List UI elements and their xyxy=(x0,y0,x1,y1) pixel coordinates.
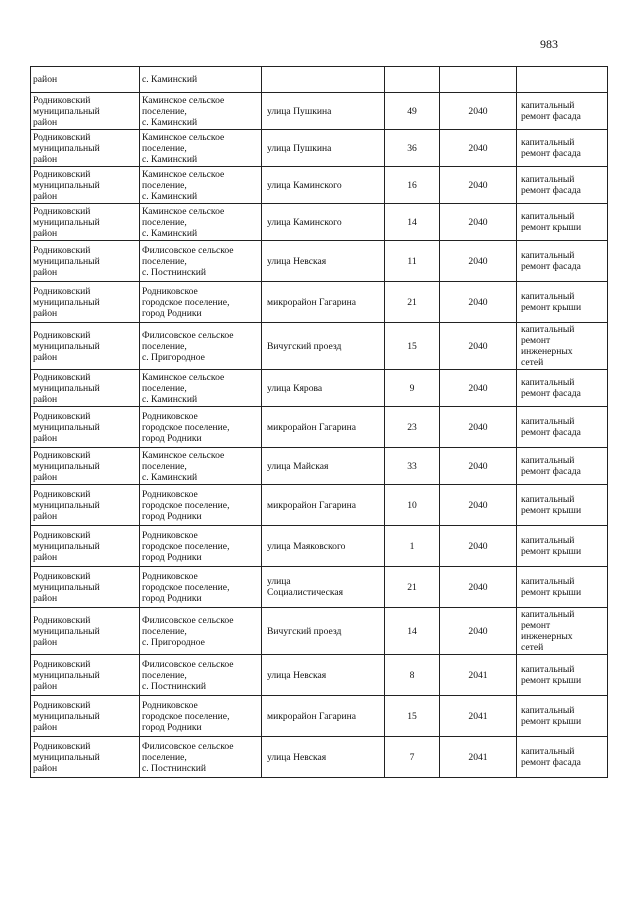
work-type-text: капитальный ремонт крыши xyxy=(521,705,582,727)
street-cell xyxy=(262,323,385,370)
district-cell xyxy=(31,167,140,204)
settlement-cell xyxy=(140,130,262,167)
district-cell xyxy=(31,67,140,93)
table-row xyxy=(31,608,608,655)
street-cell xyxy=(262,282,385,323)
street-text: улица Каминского xyxy=(267,179,342,191)
street-cell xyxy=(262,167,385,204)
district-cell xyxy=(31,282,140,323)
work-type-text: капитальный ремонт крыши xyxy=(521,494,582,516)
district-cell xyxy=(31,567,140,608)
settlement-cell xyxy=(140,282,262,323)
year-text: 2040 xyxy=(468,499,488,511)
settlement-text: Каминское сельское поселение, с. Каминский xyxy=(142,131,225,165)
work-type-cell xyxy=(517,655,608,696)
house-number-cell xyxy=(385,204,440,241)
house-number-text: 21 xyxy=(407,296,417,308)
work-type-text: капитальный ремонт инженерных сетей xyxy=(521,609,575,653)
settlement-text: Филисовское сельское поселение, с. Пригородное xyxy=(142,614,234,648)
house-number-cell xyxy=(385,485,440,526)
settlement-cell xyxy=(140,448,262,485)
house-number-cell xyxy=(385,67,440,93)
settlement-text: Филисовское сельское поселение, с. Постнинский xyxy=(142,658,234,692)
street-text: улица Социалистическая xyxy=(267,576,344,598)
year-text: 2040 xyxy=(468,540,488,552)
year-text: 2040 xyxy=(468,421,488,433)
settlement-cell xyxy=(140,241,262,282)
district-cell xyxy=(31,485,140,526)
year-cell xyxy=(440,323,517,370)
district-text: Родниковский муниципальный район xyxy=(33,570,100,604)
table-row xyxy=(31,130,608,167)
year-cell xyxy=(440,204,517,241)
house-number-cell xyxy=(385,696,440,737)
table-row xyxy=(31,370,608,407)
settlement-text: Филисовское сельское поселение, с. Постнинский xyxy=(142,244,234,278)
year-text: 2041 xyxy=(468,710,488,722)
street-cell xyxy=(262,407,385,448)
year-text: 2040 xyxy=(468,105,488,117)
year-text: 2040 xyxy=(468,460,488,472)
street-text: улица Пушкина xyxy=(267,105,332,117)
settlement-cell xyxy=(140,67,262,93)
work-type-text: капитальный ремонт фасада xyxy=(521,377,581,399)
district-cell xyxy=(31,204,140,241)
district-cell xyxy=(31,370,140,407)
table-row xyxy=(31,241,608,282)
year-cell xyxy=(440,130,517,167)
settlement-cell xyxy=(140,567,262,608)
house-number-cell xyxy=(385,282,440,323)
settlement-text: Каминское сельское поселение, с. Каминский xyxy=(142,205,225,239)
settlement-cell xyxy=(140,737,262,778)
house-number-text: 23 xyxy=(407,421,417,433)
settlement-cell xyxy=(140,370,262,407)
house-number-text: 36 xyxy=(407,142,417,154)
street-text: микрорайон Гагарина xyxy=(267,710,357,722)
year-cell xyxy=(440,167,517,204)
house-number-cell xyxy=(385,526,440,567)
district-cell xyxy=(31,130,140,167)
year-text: 2041 xyxy=(468,669,488,681)
work-type-text: капитальный ремонт крыши xyxy=(521,535,582,557)
district-text: Родниковский муниципальный район xyxy=(33,285,100,319)
work-type-text: капитальный ремонт фасада xyxy=(521,174,581,196)
house-number-text: 10 xyxy=(407,499,417,511)
district-cell xyxy=(31,655,140,696)
work-type-cell xyxy=(517,696,608,737)
street-text: улица Невская xyxy=(267,751,327,763)
house-number-cell xyxy=(385,130,440,167)
settlement-cell xyxy=(140,323,262,370)
year-text: 2040 xyxy=(468,179,488,191)
year-cell xyxy=(440,608,517,655)
settlement-cell xyxy=(140,655,262,696)
district-text: Родниковский муниципальный район xyxy=(33,449,100,483)
work-type-text: капитальный ремонт фасада xyxy=(521,416,581,438)
settlement-cell xyxy=(140,407,262,448)
house-number-text: 11 xyxy=(407,255,417,267)
house-number-cell xyxy=(385,608,440,655)
table-row-continuation xyxy=(31,67,608,93)
district-text: Родниковский муниципальный район xyxy=(33,205,100,239)
work-type-cell xyxy=(517,67,608,93)
year-text: 2040 xyxy=(468,255,488,267)
street-text: улица Каминского xyxy=(267,216,342,228)
settlement-text: Каминское сельское поселение, с. Каминский xyxy=(142,449,225,483)
district-cell xyxy=(31,323,140,370)
work-type-text: капитальный ремонт фасада xyxy=(521,100,581,122)
year-text: 2041 xyxy=(468,751,488,763)
year-cell xyxy=(440,407,517,448)
street-text: микрорайон Гагарина xyxy=(267,421,357,433)
work-type-cell xyxy=(517,370,608,407)
house-number-cell xyxy=(385,323,440,370)
settlement-cell xyxy=(140,485,262,526)
district-text: Родниковский муниципальный район xyxy=(33,244,100,278)
table-row xyxy=(31,282,608,323)
house-number-text: 7 xyxy=(409,751,415,763)
house-number-cell xyxy=(385,407,440,448)
work-type-text: капитальный ремонт инженерных сетей xyxy=(521,324,575,368)
settlement-text: Филисовское сельское поселение, с. Постнинский xyxy=(142,740,234,774)
work-type-cell xyxy=(517,608,608,655)
year-cell xyxy=(440,737,517,778)
district-text: Родниковский муниципальный район xyxy=(33,614,100,648)
settlement-text: Каминское сельское поселение, с. Каминский xyxy=(142,94,225,128)
table-row xyxy=(31,167,608,204)
settlement-cell xyxy=(140,526,262,567)
street-cell xyxy=(262,130,385,167)
settlement-cell xyxy=(140,696,262,737)
district-cell xyxy=(31,696,140,737)
work-type-text: капитальный ремонт крыши xyxy=(521,291,582,313)
year-cell xyxy=(440,485,517,526)
street-cell xyxy=(262,485,385,526)
settlement-text: Родниковское городское поселение, город Родники xyxy=(142,410,230,444)
page-number: 983 xyxy=(540,37,558,51)
settlement-text: Филисовское сельское поселение, с. Пригородное xyxy=(142,329,234,363)
district-text: Родниковский муниципальный район xyxy=(33,410,100,444)
table-row xyxy=(31,696,608,737)
year-text: 2040 xyxy=(468,340,488,352)
year-text: 2040 xyxy=(468,216,488,228)
street-cell xyxy=(262,696,385,737)
work-type-text: капитальный ремонт фасада xyxy=(521,746,581,768)
year-text: 2040 xyxy=(468,581,488,593)
street-text: Вичугский проезд xyxy=(267,625,342,637)
work-type-cell xyxy=(517,567,608,608)
district-cell xyxy=(31,737,140,778)
district-text: Родниковский муниципальный район xyxy=(33,168,100,202)
district-cell xyxy=(31,407,140,448)
year-cell xyxy=(440,448,517,485)
work-type-cell xyxy=(517,130,608,167)
table-row xyxy=(31,448,608,485)
district-text: Родниковский муниципальный район xyxy=(33,371,100,405)
street-text: Вичугский проезд xyxy=(267,340,342,352)
year-cell xyxy=(440,241,517,282)
year-cell xyxy=(440,696,517,737)
district-cell xyxy=(31,526,140,567)
house-number-cell xyxy=(385,241,440,282)
house-number-text: 21 xyxy=(407,581,417,593)
work-type-text: капитальный ремонт фасада xyxy=(521,250,581,272)
work-type-text: капитальный ремонт крыши xyxy=(521,211,582,233)
street-cell xyxy=(262,241,385,282)
table-row xyxy=(31,655,608,696)
table-body xyxy=(31,67,608,778)
work-type-text: капитальный ремонт фасада xyxy=(521,455,581,477)
settlement-text: с. Каминский xyxy=(142,74,198,85)
house-number-cell xyxy=(385,567,440,608)
street-cell xyxy=(262,370,385,407)
work-type-cell xyxy=(517,204,608,241)
table-row xyxy=(31,204,608,241)
year-cell xyxy=(440,567,517,608)
table-row xyxy=(31,323,608,370)
district-text: Родниковский муниципальный район xyxy=(33,131,100,165)
house-number-text: 16 xyxy=(407,179,417,191)
year-text: 2040 xyxy=(468,296,488,308)
work-type-text: капитальный ремонт крыши xyxy=(521,664,582,686)
settlement-text: Родниковское городское поселение, город Родники xyxy=(142,529,230,563)
street-text: улица Маяковского xyxy=(267,540,346,552)
street-cell xyxy=(262,93,385,130)
house-number-text: 1 xyxy=(409,540,415,552)
house-number-cell xyxy=(385,167,440,204)
housing-repair-table xyxy=(30,66,608,778)
district-text: Родниковский муниципальный район xyxy=(33,488,100,522)
district-text: Родниковский муниципальный район xyxy=(33,329,100,363)
district-text: Родниковский муниципальный район xyxy=(33,529,100,563)
house-number-cell xyxy=(385,655,440,696)
year-cell xyxy=(440,282,517,323)
table-row xyxy=(31,737,608,778)
house-number-text: 8 xyxy=(409,669,415,681)
district-text: Родниковский муниципальный район xyxy=(33,699,100,733)
year-cell xyxy=(440,67,517,93)
table-row xyxy=(31,485,608,526)
street-text: улица Кярова xyxy=(267,382,323,394)
year-cell xyxy=(440,655,517,696)
work-type-cell xyxy=(517,485,608,526)
district-cell xyxy=(31,448,140,485)
work-type-cell xyxy=(517,241,608,282)
district-text: район xyxy=(33,74,58,85)
house-number-text: 49 xyxy=(407,105,417,117)
house-number-text: 15 xyxy=(407,340,417,352)
work-type-cell xyxy=(517,323,608,370)
house-number-text: 33 xyxy=(407,460,417,472)
table-row xyxy=(31,407,608,448)
street-cell xyxy=(262,608,385,655)
year-cell xyxy=(440,370,517,407)
year-text: 2040 xyxy=(468,142,488,154)
settlement-text: Родниковское городское поселение, город Родники xyxy=(142,285,230,319)
settlement-cell xyxy=(140,204,262,241)
house-number-text: 15 xyxy=(407,710,417,722)
house-number-text: 14 xyxy=(407,216,417,228)
house-number-text: 9 xyxy=(409,382,415,394)
street-cell xyxy=(262,526,385,567)
street-text: улица Невская xyxy=(267,255,327,267)
work-type-cell xyxy=(517,167,608,204)
street-cell xyxy=(262,448,385,485)
street-cell xyxy=(262,67,385,93)
work-type-cell xyxy=(517,93,608,130)
district-text: Родниковский муниципальный район xyxy=(33,740,100,774)
house-number-cell xyxy=(385,448,440,485)
settlement-text: Родниковское городское поселение, город Родники xyxy=(142,699,230,733)
district-cell xyxy=(31,93,140,130)
street-text: микрорайон Гагарина xyxy=(267,499,357,511)
settlement-cell xyxy=(140,608,262,655)
house-number-cell xyxy=(385,737,440,778)
street-cell xyxy=(262,737,385,778)
street-cell xyxy=(262,655,385,696)
settlement-cell xyxy=(140,167,262,204)
street-text: улица Майская xyxy=(267,460,329,472)
year-cell xyxy=(440,526,517,567)
table-row xyxy=(31,93,608,130)
settlement-text: Каминское сельское поселение, с. Каминский xyxy=(142,168,225,202)
settlement-cell xyxy=(140,93,262,130)
work-type-cell xyxy=(517,407,608,448)
year-text: 2040 xyxy=(468,625,488,637)
year-cell xyxy=(440,93,517,130)
table-row xyxy=(31,567,608,608)
work-type-text: капитальный ремонт крыши xyxy=(521,576,582,598)
house-number-cell xyxy=(385,93,440,130)
settlement-text: Родниковское городское поселение, город Родники xyxy=(142,488,230,522)
table-row xyxy=(31,526,608,567)
street-cell xyxy=(262,567,385,608)
year-text: 2040 xyxy=(468,382,488,394)
district-cell xyxy=(31,608,140,655)
street-text: улица Невская xyxy=(267,669,327,681)
settlement-text: Родниковское городское поселение, город Родники xyxy=(142,570,230,604)
street-text: микрорайон Гагарина xyxy=(267,296,357,308)
district-text: Родниковский муниципальный район xyxy=(33,94,100,128)
work-type-cell xyxy=(517,282,608,323)
work-type-cell xyxy=(517,737,608,778)
work-type-cell xyxy=(517,526,608,567)
district-cell xyxy=(31,241,140,282)
street-cell xyxy=(262,204,385,241)
district-text: Родниковский муниципальный район xyxy=(33,658,100,692)
settlement-text: Каминское сельское поселение, с. Каминский xyxy=(142,371,225,405)
house-number-cell xyxy=(385,370,440,407)
street-text: улица Пушкина xyxy=(267,142,332,154)
house-number-text: 14 xyxy=(407,625,417,637)
work-type-cell xyxy=(517,448,608,485)
work-type-text: капитальный ремонт фасада xyxy=(521,137,581,159)
